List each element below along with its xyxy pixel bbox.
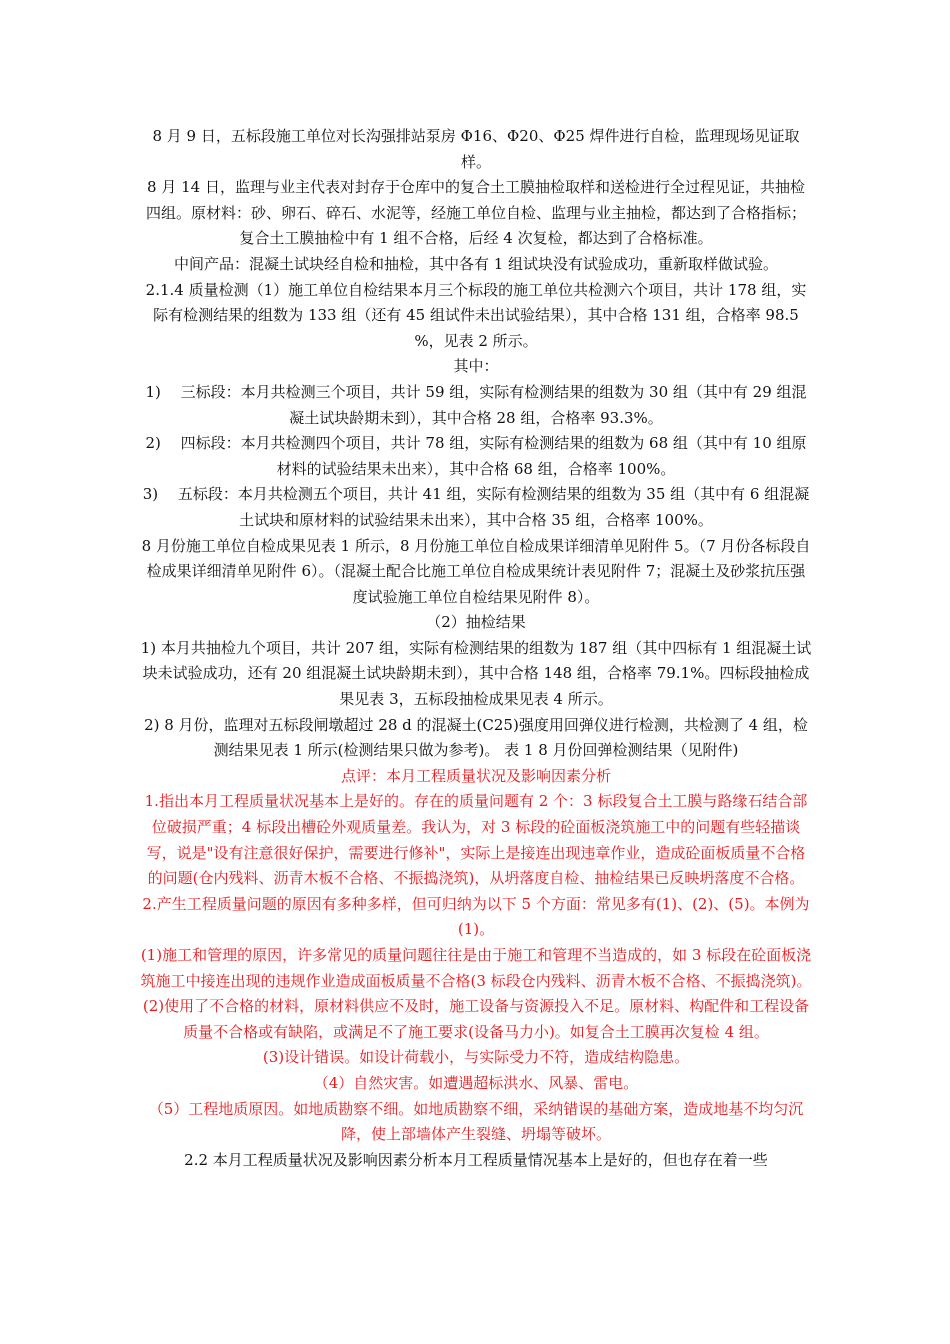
paragraph-intermediate-products: 中间产品：混凝土试块经自检和抽检，其中各有 1 组试块没有试验成功，重新取样做试验。 [173, 254, 779, 273]
list-item-section-4: 2) 四标段：本月共检测四个项目，共计 78 组，实际有检测结果的组数为 68 组（其中有 10 组原材料的试验结果未出来），其中合格 68 组，合格率 100%。 [145, 434, 807, 478]
comment-heading: 点评：本月工程质量状况及影响因素分析 [340, 766, 611, 785]
comment-cause-1: (1)施工和管理的原因，许多常见的质量问题往往是由于施工和管理不当造成的，如 3 标段在砼面板浇筑施工中接连出现的违规作业造成面板质量不合格(3 标段仓内残料、沥青木板不合格、不振捣浇筑)。 [140, 946, 812, 990]
paragraph-self-inspection-summary: 8 月份施工单位自检成果见表 1 所示，8 月份施工单位自检成果详细清单见附件 5。（7 月份各标段自检成果详细清单见附件 6）。（混凝土配合比施工单位自检成果统计表见附件 7；混凝土及砂浆抗压强度试验施工单位自检结果见附件 8）。 [141, 536, 811, 606]
paragraph-quality-inspection: 2.1.4 质量检测（1）施工单位自检结果本月三个标段的施工单位共检测六个项目，共计 178 组，实际有检测结果的组数为 133 组（还有 45 组试件未出试验结果），其中合格 131 组，合格率 98.5 %，见表 2 所示。 [145, 280, 807, 350]
comment-point-1: 1.指出本月工程质量状况基本上是好的。存在的质量问题有 2 个：3 标段复合土工膜与路缘石结合部位破损严重；4 标段出槽砼外观质量差。我认为，对 3 标段的砼面板浇筑施工中的问题有些轻描谈写，说是"设有注意很好保护，需要进行修补"，实际上是接连出现违章作业，造成砼面板质量不合格的问题(仓内残料、沥青木板不合格、不振捣浇筑)，从坍落度自检、抽检结果已反映坍落度不合格。 [144, 792, 808, 888]
list-item-section-3: 1) 三标段：本月共检测三个项目，共计 59 组，实际有检测结果的组数为 30 组（其中有 29 组混凝土试块龄期未到），其中合格 28 组，合格率 93.3%。 [145, 382, 807, 427]
list-item-sampling-2: 2) 8 月份，监理对五标段闸墩超过 28 d 的混凝土(C25)强度用回弹仪进行检测，共检测了 4 组，检测结果见表 1 所示(检测结果只做为参考)。 表 1 8 月份回弹检测结果（见附件) [144, 715, 808, 760]
paragraph-8-9: 8 月 9 日，五标段施工单位对长沟强排站泵房 Φ16、Φ20、Φ25 焊件进行自检，监理现场见证取样。 [152, 127, 800, 171]
comment-cause-5: （5）工程地质原因。如地质勘察不细。如地质勘察不细，采纳错误的基础方案，造成地基不均匀沉降，使上部墙体产生裂缝、坍塌等破坏。 [148, 1099, 804, 1144]
heading-sampling-results: （2）抽检结果 [426, 613, 526, 632]
comment-point-2: 2.产生工程质量问题的原因有多种多样，但可归纳为以下 5 个方面：常见多有(1)、(2)、(5)。本例为(1)。 [142, 894, 810, 939]
document-body [140, 124, 812, 1173]
paragraph-section-2-2: 2.2 本月工程质量状况及影响因素分析本月工程质量情况基本上是好的，但也存在着一些 [184, 1150, 768, 1169]
paragraph-among-them: 其中： [453, 357, 499, 376]
comment-cause-2: (2)使用了不合格的材料，原材料供应不及时，施工设备与资源投入不足。原材料、构配件和工程设备质量不合格或有缺陷，或满足不了施工要求(设备马力小)。如复合土工膜再次复检 4 组。 [142, 997, 810, 1041]
comment-cause-3: (3)设计错误。如设计荷载小，与实际受力不符，造成结构隐患。 [262, 1048, 690, 1067]
paragraph-8-14: 8 月 14 日，监理与业主代表对封存于仓库中的复合土工膜抽检取样和送检进行全过程见证，共抽检四组。原材料：砂、卵石、碎石、水泥等，经施工单位自检、监理与业主抽检，都达到了合格指标；复合土工膜抽检中有 1 组不合格，后经 4 次复检，都达到了合格标准。 [145, 178, 806, 248]
list-item-sampling-1: 1) 本月共抽检九个项目，共计 207 组，实际有检测结果的组数为 187 组（其中四标有 1 组混凝土试块未试验成功，还有 20 组混凝土试块龄期未到），其中合格 148 组，合格率 79.1%。四标段抽检成果见表 3，五标段抽检成果见表 4 所示。 [140, 638, 812, 709]
comment-cause-4: （4）自然灾害。如遭遇超标洪水、风暴、雷电。 [313, 1073, 639, 1092]
list-item-section-5: 3) 五标段：本月共检测五个项目，共计 41 组，实际有检测结果的组数为 35 组（其中有 6 组混凝土试块和原材料的试验结果未出来），其中合格 35 组，合格率 100%。 [142, 485, 810, 529]
